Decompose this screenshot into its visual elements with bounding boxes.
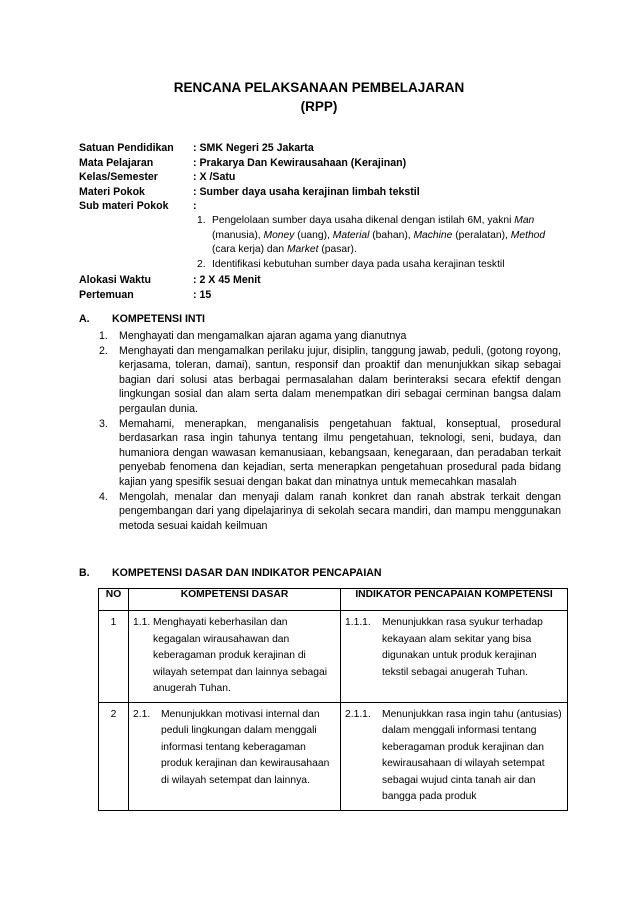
section-a-heading <box>79 313 205 325</box>
table-header-row <box>99 589 568 611</box>
meta-value: : X /Satu <box>193 171 236 184</box>
text-run: (uang), <box>294 229 333 241</box>
meta-value: : 15 <box>193 288 212 301</box>
item-number: 1. <box>99 330 108 342</box>
section-title: KOMPETENSI INTI <box>112 313 205 325</box>
section-letter: B. <box>79 567 90 579</box>
list-item <box>99 490 561 534</box>
list-item <box>99 344 561 417</box>
section-title: KOMPETENSI DASAR DAN INDIKATOR PENCAPAIAN <box>112 567 382 579</box>
meta-value: : Sumber daya usaha kerajinan limbah tekstil <box>193 185 420 198</box>
meta-value: : SMK Negeri 25 Jakarta <box>193 142 314 154</box>
kd-text: Menghayati keberhasilan dan kegagalan wirausahawan dan keberagaman produk kerajinan di wilayah setempat dan lainnya sebagai anugerah Tuhan. <box>153 617 328 694</box>
indicator-cell <box>341 611 568 703</box>
item-number: 2. <box>197 258 206 270</box>
sub-materi-list <box>197 214 569 272</box>
meta-row-satuan <box>79 141 579 156</box>
item-number: 3. <box>99 417 108 430</box>
meta-value: : 2 X 45 Menit <box>193 274 261 286</box>
column-header-no: NO <box>99 589 129 611</box>
item-number: 1. <box>197 215 206 226</box>
item-number: 2. <box>99 344 108 357</box>
meta-label: Materi Pokok <box>79 185 145 198</box>
text-run: (pasar). <box>318 244 357 256</box>
meta-label: Sub materi Pokok <box>79 200 169 213</box>
meta-row-materi <box>79 185 579 200</box>
time-block <box>79 273 579 302</box>
meta-row-alokasi <box>79 273 579 288</box>
kd-number: 2.1. <box>133 708 151 720</box>
list-item <box>197 258 569 273</box>
item-text: Menghayati dan mengamalkan perilaku jujur, disiplin, tanggung jawab, peduli, (gotong royong, kerjasama, toleran, damai), santun, responsif dan proaktif dan menunjukkan sikap sebagai bagian dari solusi atas berbagai permasalahan dalam berinteraksi secara efektif dengan lingkungan sosial dan alam serta dalam menempatkan diri sebagai cerminan bangsa dalam pergaulan dunia. <box>119 344 561 415</box>
column-header-kd: KOMPETENSI DASAR <box>129 589 341 611</box>
section-b-heading <box>79 567 382 579</box>
row-number: 1 <box>99 611 129 703</box>
item-text <box>212 214 569 258</box>
meta-value: : Prakarya Dan Kewirausahaan (Kerajinan) <box>193 156 407 169</box>
item-text: Mengolah, menalar dan menyaji dalam ranah konkret dan ranah abstrak terkait dengan pengembangan dari yang dipelajarinya di sekolah secara mandiri, dan mampu menggunakan metoda sesuai kaidah keilmuan <box>119 490 561 532</box>
table-row <box>99 702 568 810</box>
section-letter: A. <box>79 313 90 325</box>
column-header-indikator: INDIKATOR PENCAPAIAN KOMPETENSI <box>341 589 568 611</box>
kd-text: Menunjukkan motivasi internal dan peduli lingkungan dalam menggali informasi tentang keberagaman produk kerajinan dan kewirausahaan di wilayah setempat dan lainnya. <box>161 708 330 786</box>
meta-row-kelas <box>79 170 579 185</box>
identity-block <box>79 141 579 214</box>
text-run: Pengelolaan sumber daya usaha dikenal dengan istilah 6M, yakni <box>212 215 515 226</box>
text-run-italic: Material <box>332 229 370 241</box>
list-item <box>99 329 561 344</box>
text-run: (cara kerja) dan <box>212 244 287 256</box>
meta-row-mapel <box>79 156 579 171</box>
meta-row-submateri <box>79 199 579 214</box>
table-row <box>99 611 568 703</box>
indicator-number: 2.1.1. <box>345 708 371 720</box>
meta-label: Pertemuan <box>79 288 134 301</box>
text-run-italic: Method <box>510 229 546 241</box>
kd-cell <box>129 611 341 703</box>
indicator-text: Menunjukkan rasa ingin tahu (antusias) dalam menggali informasi tentang keberagaman produk kerajinan dan kewirausahaan di wilayah setempat sebagai wujud cinta tanah air dan bangga pada produk <box>382 708 562 802</box>
text-run-italic: Money <box>263 229 295 241</box>
document-subtitle: (RPP) <box>300 99 338 114</box>
text-run: (peralatan), <box>452 229 511 241</box>
item-text: Menghayati dan mengamalkan ajaran agama yang dianutnya <box>119 330 407 342</box>
item-number: 4. <box>99 490 108 503</box>
item-text: Identifikasi kebutuhan sumber daya pada usaha kerajinan tesktil <box>212 258 505 270</box>
indicator-text: Menunjukkan rasa syukur terhadap kekayaan alam sekitar yang bisa digunakan untuk produk kerajinan tekstil sebagai anugerah Tuhan. <box>382 617 543 678</box>
meta-row-pertemuan <box>79 288 579 303</box>
document-title: RENCANA PELAKSANAAN PEMBELAJARAN <box>173 80 465 95</box>
kompetensi-inti-list <box>99 329 561 533</box>
indicator-number: 1.1.1. <box>345 617 371 628</box>
meta-label: Satuan Pendidikan <box>79 142 174 154</box>
row-number: 2 <box>99 702 129 810</box>
meta-value: : <box>193 200 197 213</box>
meta-label: Mata Pelajaran <box>79 156 154 169</box>
meta-label: Alokasi Waktu <box>79 274 152 286</box>
item-text: Memahami, menerapkan, menganalisis pengetahuan faktual, konseptual, prosedural berdasarkan rasa ingin tahunya tentang ilmu pengetahuan, teknologi, seni, budaya, dan humaniora dengan wawasan kemanusiaan, kebangsaan, kenegaraan, dan peradaban terkait penyebab fenomena dan kejadian, serta menerapkan pengetahuan prosedural pada bidang kajian yang spesifik sesuai dengan bakat dan minatnya untuk memecahkan masalah <box>119 417 561 488</box>
meta-label: Kelas/Semester <box>79 171 158 184</box>
text-run: (bahan), <box>369 229 414 241</box>
indicator-cell <box>341 702 568 810</box>
text-run: (manusia), <box>212 229 264 241</box>
list-item <box>99 417 561 490</box>
text-run-italic: Man <box>514 215 535 226</box>
kd-number: 1.1. <box>133 617 151 628</box>
kd-indicator-table <box>98 588 568 811</box>
text-run-italic: Market <box>286 244 319 256</box>
text-run-italic: Machine <box>413 229 453 241</box>
list-item <box>197 214 569 258</box>
kd-cell <box>129 702 341 810</box>
